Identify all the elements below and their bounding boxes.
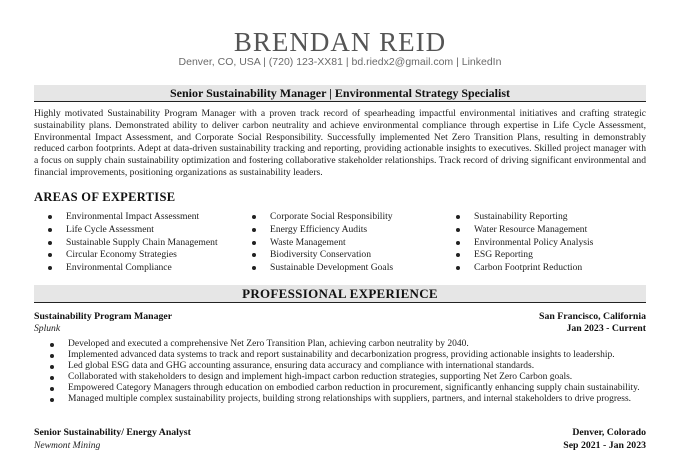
job-bullet: Implemented advanced data systems to track and report sustainability and decarbonization progress, providing actionable insights to leadership. [50,350,646,361]
experience-heading: PROFESSIONAL EXPERIENCE [34,285,646,303]
bullet-icon [48,215,52,219]
expertise-column-3 [456,211,593,275]
job-bullet: Developed and executed a comprehensive Net Zero Transition Plan, achieving carbon neutrality by 2040. [50,339,646,350]
expertise-item: Environmental Impact Assessment [48,211,218,224]
bullet-icon [456,241,460,245]
expertise-item: Sustainable Supply Chain Management [48,237,218,250]
expertise-heading: AREAS OF EXPERTISE [34,190,176,204]
summary-paragraph: Highly motivated Sustainability Program Manager with a proven track record of spearheading impactful environmental initiatives and crafting strategic sustainability plans. Demonstrated ability to deliver carbon neutrality and achieve environmental compliance through expertise in Life Cycle Assessment, Environmental Impact Assessment, and Corporate Social Responsibility. Successfully implemented Net Zero Transition Plans, resulting in demonstrably reduced carbon footprints. Adept at data-driven sustainability tracking and reporting, providing actionable insights to executives. Skilled project manager with a focus on supply chain sustainability optimization and fostering collaborative stakeholder relationships. Track record of driving significant environmental and financial improvements, positioning organizations as sustainability leaders. [34,108,646,178]
job-location: Denver, Colorado [572,427,646,438]
expertise-item: Sustainable Development Goals [252,262,393,275]
bullet-icon [48,228,52,232]
expertise-column-1 [48,211,218,275]
expertise-item: Water Resource Management [456,224,593,237]
job-bullet: Managed multiple complex sustainability projects, building strong relationships with suppliers, partners, and internal stakeholders to drive progress. [50,394,646,405]
expertise-item: Environmental Policy Analysis [456,237,593,250]
expertise-item: Carbon Footprint Reduction [456,262,593,275]
job-bullet: Empowered Category Managers through education on embodied carbon reduction in procurement, significantly enhancing supply chain sustainability. [50,383,646,394]
candidate-name: BRENDAN REID [233,27,447,57]
bullet-icon [252,228,256,232]
expertise-item: Biodiversity Conservation [252,249,393,262]
bullet-icon [252,266,256,270]
expertise-item: Environmental Compliance [48,262,218,275]
expertise-column-2 [252,211,393,275]
bullet-icon [252,215,256,219]
bullet-icon [50,343,54,347]
job-dates: Jan 2023 - Current [566,323,646,334]
bullet-icon [50,398,54,402]
bullet-icon [50,354,54,358]
expertise-item: Waste Management [252,237,393,250]
expertise-item: Energy Efficiency Audits [252,224,393,237]
bullet-icon [252,241,256,245]
bullet-icon [456,228,460,232]
job-company: Splunk [34,323,61,334]
expertise-item: Sustainability Reporting [456,211,593,224]
job-bullets [50,339,646,406]
job-dates: Sep 2021 - Jan 2023 [563,440,646,451]
bullet-icon [48,266,52,270]
expertise-item: Corporate Social Responsibility [252,211,393,224]
job-title: Senior Sustainability/ Energy Analyst [34,427,191,438]
bullet-icon [50,376,54,380]
bullet-icon [50,387,54,391]
expertise-item: Life Cycle Assessment [48,224,218,237]
bullet-icon [456,253,460,257]
expertise-item: Circular Economy Strategies [48,249,218,262]
expertise-item: ESG Reporting [456,249,593,262]
job-title: Sustainability Program Manager [34,311,173,322]
bullet-icon [252,253,256,257]
headline-bar: Senior Sustainability Manager | Environmental Strategy Specialist [34,85,646,102]
contact-line: Denver, CO, USA | (720) 123-XX81 | bd.riedx2@gmail.com | LinkedIn [178,56,502,68]
bullet-icon [50,365,54,369]
job-location: San Francisco, California [539,311,646,322]
job-bullet: Led global ESG data and GHG accounting assurance, ensuring data accuracy and compliance with international standards. [50,361,646,372]
job-company: Newmont Mining [34,440,101,451]
bullet-icon [456,266,460,270]
bullet-icon [48,241,52,245]
bullet-icon [48,253,52,257]
bullet-icon [456,215,460,219]
job-bullet: Collaborated with stakeholders to design and implement high-impact carbon reduction strategies, supporting Net Zero Carbon goals. [50,372,646,383]
